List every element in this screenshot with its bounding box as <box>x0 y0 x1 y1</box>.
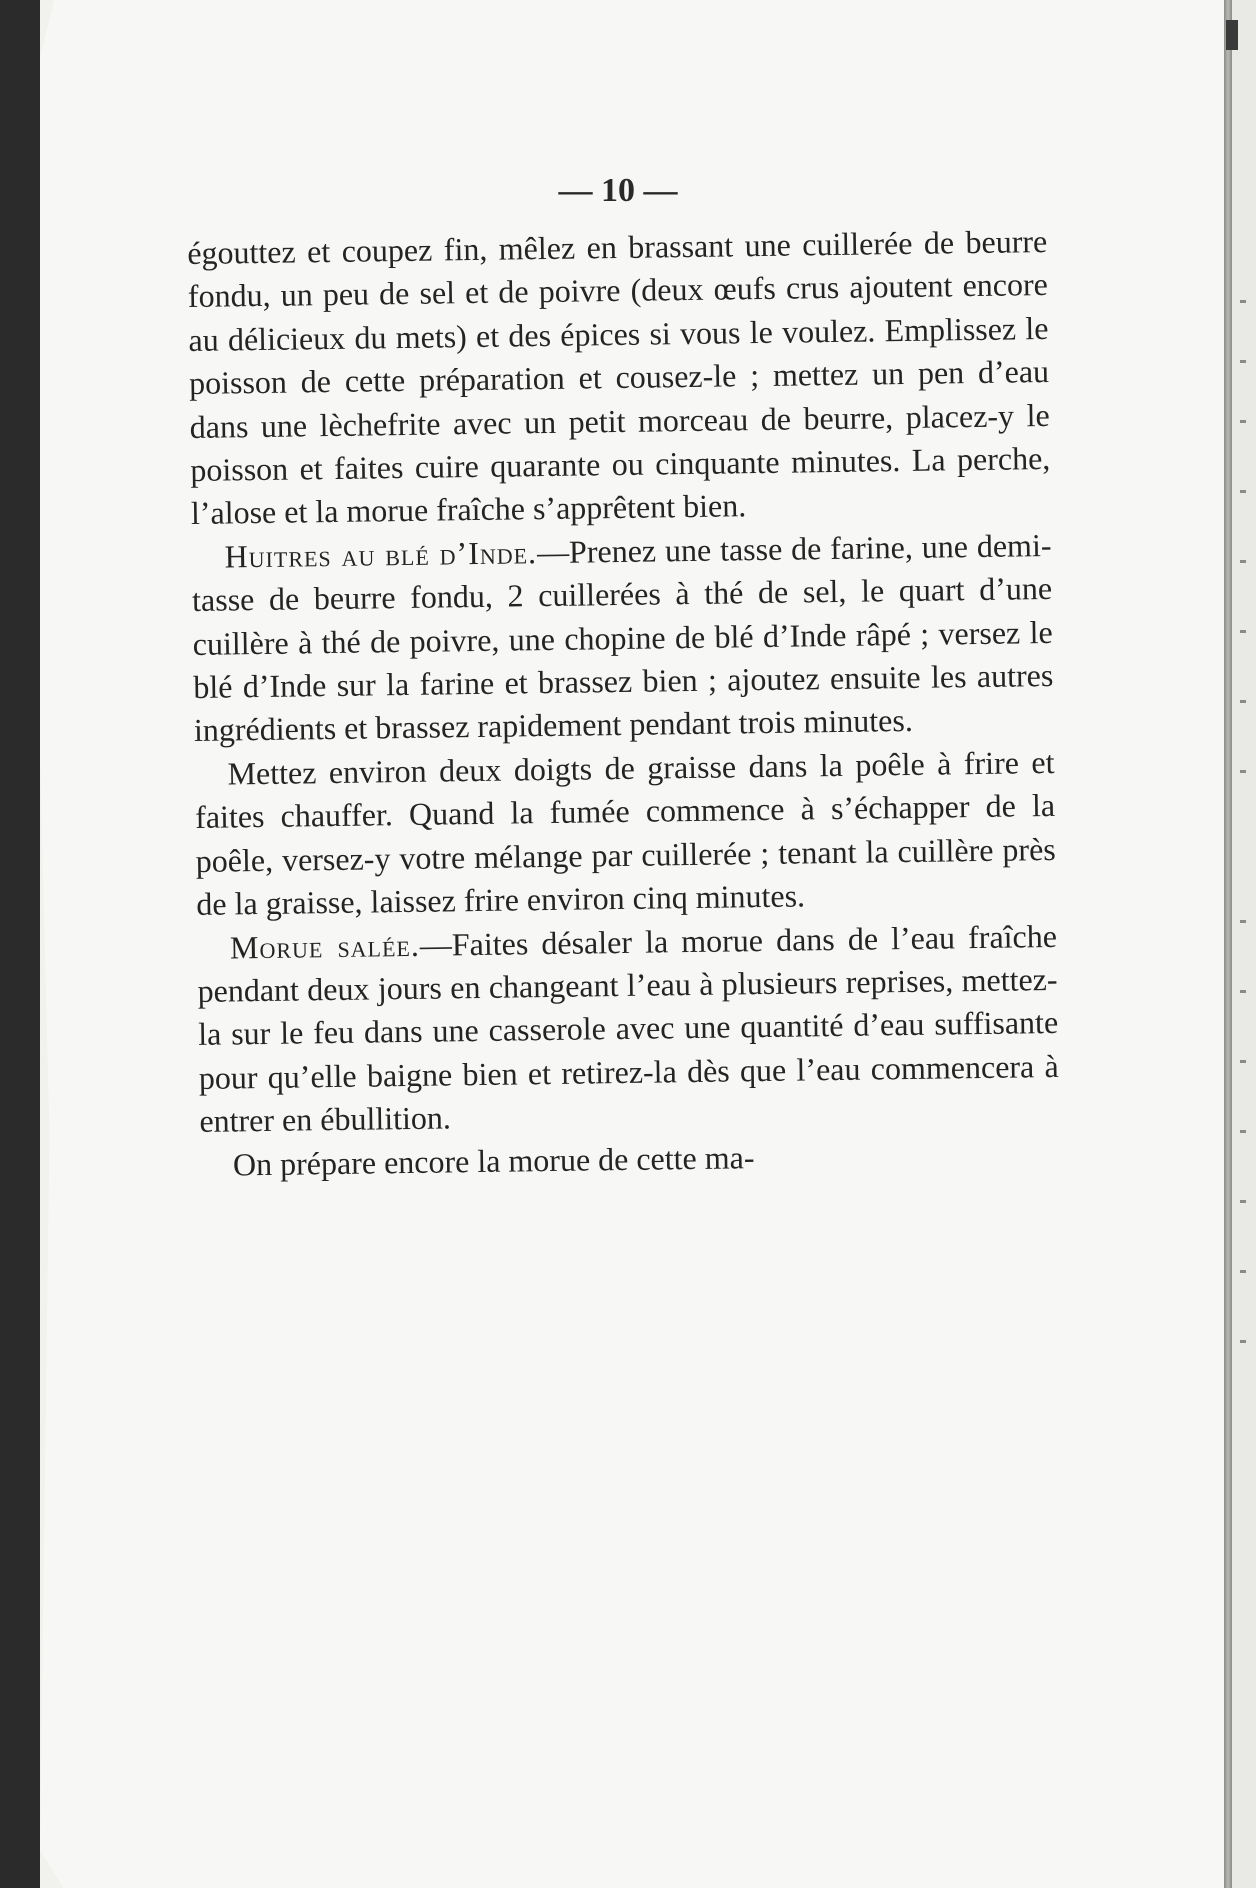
facing-page-text-marks <box>1240 300 1252 1500</box>
scan-left-border <box>0 0 40 1888</box>
paragraph-continuation: On prépare encore la morue de cette ma- <box>232 1138 755 1182</box>
paragraph-frying: Mettez environ deux doigts de graisse dans la poêle à frire et faites chauffer. Quand la fumée commence à s’échapper de la poêle, versez-y votre mélange par cuillerée ; tenant la cuillère près de la graisse, laissez frire environ cinq minutes. <box>194 743 1056 923</box>
recipe-heading-salt-cod: Morue salée. <box>229 926 421 965</box>
paragraph-fish-stuffing: égouttez et coupez fin, mêlez en brassant une cuillerée de beurre fondu, un peu de sel et de poivre (deux œufs crus ajoutent encore au délicieux du mets) et des épices si vous le voulez. Emplissez le poisson de cette préparation et cousez-le ; mettez un pen d’eau dans une lèchefrite avec un petit morceau de beurre, placez-y le poisson et faites cuire quarante ou cinquante minutes. La perche, l’alose et la morue fraîche s’apprêtent bien. <box>187 222 1051 532</box>
spine-shadow <box>1226 20 1238 50</box>
paragraph-corn-oysters <box>191 524 1054 753</box>
page-number: — 10 — <box>558 172 678 209</box>
book-spine <box>1224 0 1232 1888</box>
paragraph-salt-cod <box>197 914 1060 1143</box>
recipe-heading-corn-oysters: Huitres au blé d’Inde. <box>224 533 538 575</box>
recipe-body-salt-cod: —Faites désaler la morue dans de l’eau fraîche pendant deux jours en changeant l’eau à plusieurs reprises, mettez-la sur le feu dans une casserole avec une quantité d’eau suffisante pour qu’elle baigne bien et retirez-la dès que l’eau commencera à entrer en ébullition. <box>197 917 1059 1140</box>
recipe-body-corn-oysters: —Prenez une tasse de farine, une demi-tasse de beurre fondu, 2 cuillerées à thé de sel, le quart d’une cuillère à thé de poivre, une chopine de blé d’Inde râpé ; versez le blé d’Inde sur la farine et brassez bien ; ajoutez ensuite les autres ingrédients et brassez rapidement pendant trois minutes. <box>191 526 1054 749</box>
page-body <box>187 220 1060 1187</box>
